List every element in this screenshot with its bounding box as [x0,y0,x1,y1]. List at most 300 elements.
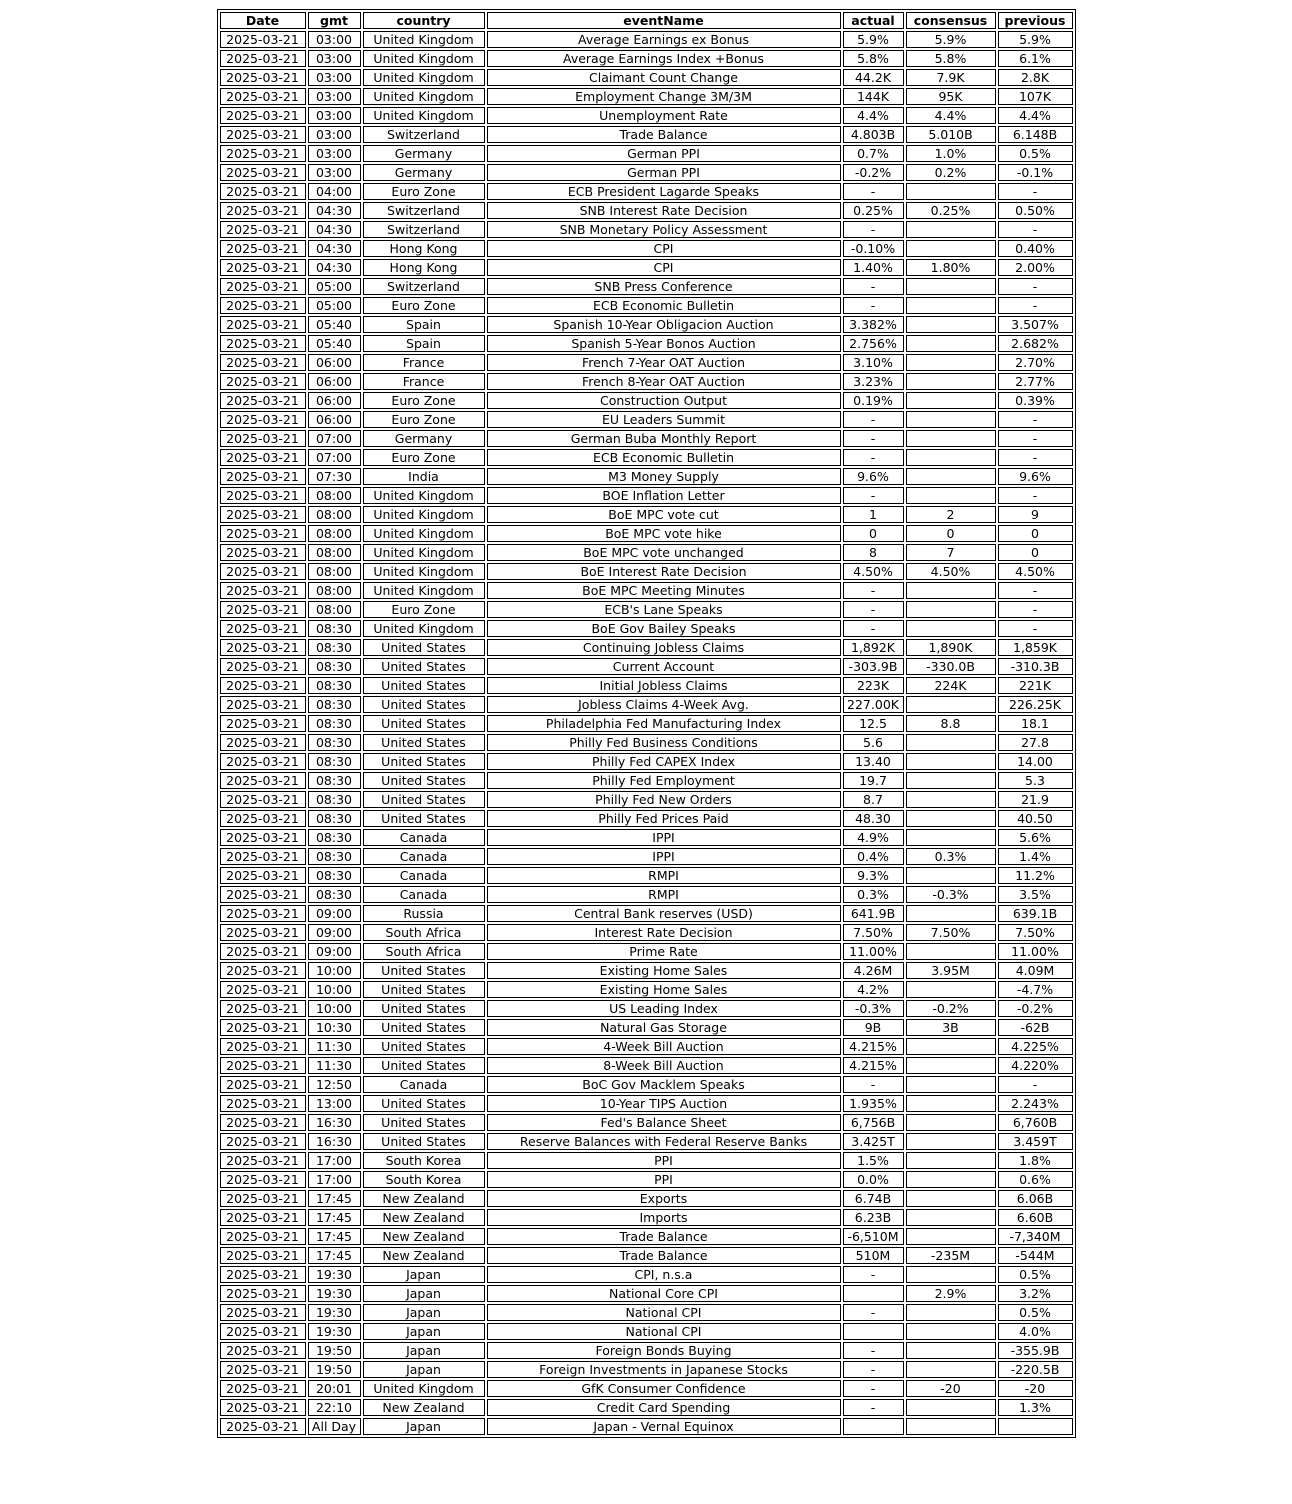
cell-gmt: 08:30 [308,848,361,865]
cell-gmt: 08:30 [308,734,361,751]
cell-gmt: 09:00 [308,943,361,960]
cell-country: France [363,373,485,390]
cell-event-name: RMPI [487,867,841,884]
cell-previous: 0 [998,544,1073,561]
cell-gmt: 04:30 [308,221,361,238]
cell-date: 2025-03-21 [220,582,306,599]
cell-date: 2025-03-21 [220,278,306,295]
cell-consensus [906,1057,996,1074]
cell-date: 2025-03-21 [220,240,306,257]
cell-actual: 7.50% [843,924,904,941]
cell-event-name: Exports [487,1190,841,1207]
cell-previous: - [998,430,1073,447]
cell-gmt: 17:00 [308,1171,361,1188]
table-row [220,373,1073,390]
cell-event-name: EU Leaders Summit [487,411,841,428]
cell-event-name: SNB Interest Rate Decision [487,202,841,219]
cell-gmt: 13:00 [308,1095,361,1112]
cell-date: 2025-03-21 [220,392,306,409]
cell-gmt: 17:45 [308,1190,361,1207]
cell-consensus [906,1038,996,1055]
cell-consensus [906,753,996,770]
table-row [220,601,1073,618]
cell-gmt: 07:00 [308,430,361,447]
cell-event-name: Average Earnings Index +Bonus [487,50,841,67]
cell-date: 2025-03-21 [220,563,306,580]
cell-gmt: 03:00 [308,164,361,181]
economic-calendar-table [217,9,1076,1438]
cell-gmt: 06:00 [308,354,361,371]
header-row [220,12,1073,29]
cell-country: United States [363,1019,485,1036]
cell-actual: - [843,221,904,238]
cell-actual [843,1285,904,1302]
cell-actual: - [843,582,904,599]
cell-consensus [906,867,996,884]
table-row [220,1228,1073,1245]
cell-country: United States [363,962,485,979]
cell-date: 2025-03-21 [220,848,306,865]
cell-previous: 9 [998,506,1073,523]
cell-date: 2025-03-21 [220,1380,306,1397]
cell-event-name: GfK Consumer Confidence [487,1380,841,1397]
cell-actual: - [843,1076,904,1093]
cell-event-name: BoC Gov Macklem Speaks [487,1076,841,1093]
cell-actual: 4.9% [843,829,904,846]
cell-date: 2025-03-21 [220,449,306,466]
cell-country: Germany [363,430,485,447]
cell-previous: 4.4% [998,107,1073,124]
cell-actual: -0.10% [843,240,904,257]
cell-consensus: 7 [906,544,996,561]
cell-consensus [906,1228,996,1245]
cell-country: Japan [363,1418,485,1435]
cell-gmt: 05:40 [308,316,361,333]
cell-date: 2025-03-21 [220,696,306,713]
cell-country: Hong Kong [363,259,485,276]
cell-gmt: 04:30 [308,202,361,219]
cell-date: 2025-03-21 [220,1152,306,1169]
cell-consensus: 0.2% [906,164,996,181]
cell-event-name: ECB Economic Bulletin [487,297,841,314]
table-row [220,183,1073,200]
cell-gmt: 11:30 [308,1057,361,1074]
cell-country: Canada [363,848,485,865]
cell-country: Euro Zone [363,449,485,466]
cell-previous: 2.8K [998,69,1073,86]
cell-actual: - [843,1304,904,1321]
cell-event-name: CPI [487,259,841,276]
cell-previous: 2.243% [998,1095,1073,1112]
cell-actual: 4.50% [843,563,904,580]
cell-gmt: 08:00 [308,601,361,618]
cell-gmt: 03:00 [308,145,361,162]
column-header-previous: previous [998,12,1073,29]
cell-country: Japan [363,1266,485,1283]
cell-date: 2025-03-21 [220,1000,306,1017]
cell-date: 2025-03-21 [220,658,306,675]
cell-actual: - [843,297,904,314]
cell-country: Euro Zone [363,392,485,409]
cell-actual: 3.23% [843,373,904,390]
column-header-country: country [363,12,485,29]
cell-consensus: 0 [906,525,996,542]
cell-country: United States [363,810,485,827]
cell-previous: 0.39% [998,392,1073,409]
cell-gmt: 07:00 [308,449,361,466]
cell-date: 2025-03-21 [220,164,306,181]
cell-event-name: German PPI [487,145,841,162]
cell-country: Germany [363,145,485,162]
cell-gmt: 08:30 [308,753,361,770]
cell-previous: 27.8 [998,734,1073,751]
cell-consensus [906,1266,996,1283]
cell-event-name: Central Bank reserves (USD) [487,905,841,922]
cell-country: United States [363,658,485,675]
cell-actual: 223K [843,677,904,694]
table-row [220,1095,1073,1112]
cell-country: United Kingdom [363,487,485,504]
cell-gmt: 20:01 [308,1380,361,1397]
cell-consensus: 7.9K [906,69,996,86]
cell-gmt: 17:45 [308,1247,361,1264]
cell-actual: 12.5 [843,715,904,732]
cell-event-name: PPI [487,1171,841,1188]
cell-actual [843,1418,904,1435]
cell-consensus [906,696,996,713]
cell-consensus [906,1133,996,1150]
cell-event-name: IPPI [487,829,841,846]
cell-gmt: 19:50 [308,1342,361,1359]
cell-actual: 8 [843,544,904,561]
cell-consensus: -20 [906,1380,996,1397]
cell-event-name: Foreign Bonds Buying [487,1342,841,1359]
cell-actual: 1 [843,506,904,523]
cell-gmt: 08:30 [308,772,361,789]
cell-consensus: 2 [906,506,996,523]
table-row [220,810,1073,827]
cell-consensus [906,981,996,998]
cell-country: United States [363,753,485,770]
cell-country: Russia [363,905,485,922]
cell-event-name: Prime Rate [487,943,841,960]
cell-gmt: 08:30 [308,867,361,884]
table-row [220,297,1073,314]
cell-event-name: Initial Jobless Claims [487,677,841,694]
cell-previous: 2.77% [998,373,1073,390]
table-row [220,1418,1073,1435]
cell-consensus [906,582,996,599]
cell-actual: - [843,430,904,447]
table-row [220,905,1073,922]
cell-consensus [906,810,996,827]
cell-consensus: 2.9% [906,1285,996,1302]
table-row [220,1057,1073,1074]
cell-gmt: 06:00 [308,411,361,428]
cell-consensus [906,373,996,390]
cell-date: 2025-03-21 [220,1304,306,1321]
cell-country: United States [363,772,485,789]
cell-actual: 4.215% [843,1038,904,1055]
table-row [220,677,1073,694]
cell-country: New Zealand [363,1228,485,1245]
cell-date: 2025-03-21 [220,1209,306,1226]
cell-consensus [906,1361,996,1378]
cell-gmt: 03:00 [308,88,361,105]
cell-gmt: 08:30 [308,677,361,694]
cell-event-name: Continuing Jobless Claims [487,639,841,656]
table-row [220,563,1073,580]
cell-date: 2025-03-21 [220,753,306,770]
cell-country: Euro Zone [363,297,485,314]
cell-country: New Zealand [363,1209,485,1226]
cell-previous: 6,760B [998,1114,1073,1131]
table-row [220,658,1073,675]
cell-consensus [906,1342,996,1359]
cell-event-name: Existing Home Sales [487,981,841,998]
cell-consensus [906,354,996,371]
cell-gmt: 03:00 [308,126,361,143]
cell-gmt: 08:00 [308,506,361,523]
table-row [220,1038,1073,1055]
cell-country: United Kingdom [363,544,485,561]
table-row [220,943,1073,960]
cell-date: 2025-03-21 [220,107,306,124]
cell-actual: 4.803B [843,126,904,143]
table-row [220,1076,1073,1093]
cell-actual: 0.0% [843,1171,904,1188]
cell-event-name: National CPI [487,1304,841,1321]
cell-previous: 4.225% [998,1038,1073,1055]
column-header-event-name: eventName [487,12,841,29]
cell-date: 2025-03-21 [220,1057,306,1074]
table-row [220,468,1073,485]
cell-event-name: Philly Fed Employment [487,772,841,789]
cell-gmt: 11:30 [308,1038,361,1055]
cell-actual: 2.756% [843,335,904,352]
cell-gmt: 10:30 [308,1019,361,1036]
cell-date: 2025-03-21 [220,1361,306,1378]
cell-event-name: RMPI [487,886,841,903]
cell-previous: 0.6% [998,1171,1073,1188]
cell-event-name: Credit Card Spending [487,1399,841,1416]
cell-country: Switzerland [363,202,485,219]
cell-date: 2025-03-21 [220,1076,306,1093]
cell-event-name: CPI [487,240,841,257]
cell-event-name: Spanish 10-Year Obligacion Auction [487,316,841,333]
table-row [220,1266,1073,1283]
cell-consensus [906,1399,996,1416]
cell-consensus [906,1323,996,1340]
cell-country: Spain [363,335,485,352]
cell-previous: 0.50% [998,202,1073,219]
cell-event-name: Trade Balance [487,1247,841,1264]
table-row [220,620,1073,637]
cell-date: 2025-03-21 [220,183,306,200]
cell-gmt: 08:30 [308,886,361,903]
cell-consensus [906,905,996,922]
cell-previous: -355.9B [998,1342,1073,1359]
cell-country: United States [363,734,485,751]
table-row [220,1152,1073,1169]
cell-date: 2025-03-21 [220,677,306,694]
table-row [220,962,1073,979]
cell-country: New Zealand [363,1190,485,1207]
cell-event-name: US Leading Index [487,1000,841,1017]
table-row [220,1209,1073,1226]
cell-country: Japan [363,1323,485,1340]
cell-country: United Kingdom [363,88,485,105]
cell-event-name: ECB Economic Bulletin [487,449,841,466]
cell-consensus [906,487,996,504]
cell-date: 2025-03-21 [220,1190,306,1207]
cell-previous: 5.6% [998,829,1073,846]
cell-actual: 4.2% [843,981,904,998]
cell-previous: 4.220% [998,1057,1073,1074]
cell-date: 2025-03-21 [220,1266,306,1283]
cell-previous: 18.1 [998,715,1073,732]
table-row [220,525,1073,542]
cell-previous: 3.459T [998,1133,1073,1150]
cell-previous: - [998,449,1073,466]
cell-date: 2025-03-21 [220,829,306,846]
cell-consensus [906,1171,996,1188]
cell-event-name: Average Earnings ex Bonus [487,31,841,48]
cell-event-name: Construction Output [487,392,841,409]
cell-previous: 6.06B [998,1190,1073,1207]
cell-actual: 0.3% [843,886,904,903]
cell-previous: 0.5% [998,1304,1073,1321]
cell-gmt: 06:00 [308,392,361,409]
table-row [220,88,1073,105]
cell-date: 2025-03-21 [220,791,306,808]
cell-date: 2025-03-21 [220,316,306,333]
cell-previous: -544M [998,1247,1073,1264]
cell-actual: 6.23B [843,1209,904,1226]
cell-date: 2025-03-21 [220,943,306,960]
cell-consensus [906,449,996,466]
cell-date: 2025-03-21 [220,126,306,143]
cell-consensus: 5.8% [906,50,996,67]
table-row [220,639,1073,656]
cell-gmt: 04:30 [308,240,361,257]
cell-actual: - [843,449,904,466]
cell-date: 2025-03-21 [220,867,306,884]
cell-date: 2025-03-21 [220,202,306,219]
cell-date: 2025-03-21 [220,1399,306,1416]
cell-gmt: 08:30 [308,639,361,656]
cell-event-name: BoE MPC vote unchanged [487,544,841,561]
cell-actual: 1.40% [843,259,904,276]
cell-previous: 2.00% [998,259,1073,276]
cell-actual: - [843,1266,904,1283]
cell-event-name: BoE Gov Bailey Speaks [487,620,841,637]
table-row [220,354,1073,371]
cell-country: United States [363,696,485,713]
cell-gmt: 22:10 [308,1399,361,1416]
cell-consensus: 95K [906,88,996,105]
cell-actual: -0.2% [843,164,904,181]
cell-country: Japan [363,1285,485,1302]
cell-gmt: 10:00 [308,962,361,979]
cell-date: 2025-03-21 [220,981,306,998]
cell-event-name: Foreign Investments in Japanese Stocks [487,1361,841,1378]
table-row [220,1323,1073,1340]
cell-event-name: German Buba Monthly Report [487,430,841,447]
cell-consensus [906,1418,996,1435]
cell-gmt: 08:30 [308,829,361,846]
cell-consensus [906,620,996,637]
table-row [220,126,1073,143]
cell-previous: -310.3B [998,658,1073,675]
cell-previous: 6.148B [998,126,1073,143]
cell-event-name: Reserve Balances with Federal Reserve Banks [487,1133,841,1150]
cell-actual: 5.6 [843,734,904,751]
cell-actual: - [843,411,904,428]
cell-event-name: Philly Fed CAPEX Index [487,753,841,770]
cell-previous: - [998,582,1073,599]
cell-event-name: BoE MPC Meeting Minutes [487,582,841,599]
cell-consensus: 5.010B [906,126,996,143]
cell-date: 2025-03-21 [220,1171,306,1188]
cell-previous: - [998,487,1073,504]
cell-country: Euro Zone [363,601,485,618]
cell-actual: - [843,1399,904,1416]
cell-date: 2025-03-21 [220,525,306,542]
table-row [220,506,1073,523]
cell-gmt: 05:00 [308,278,361,295]
cell-event-name: Trade Balance [487,1228,841,1245]
cell-actual: 5.9% [843,31,904,48]
cell-date: 2025-03-21 [220,886,306,903]
cell-consensus [906,1190,996,1207]
cell-actual: 11.00% [843,943,904,960]
table-row [220,772,1073,789]
cell-country: United Kingdom [363,620,485,637]
table-row [220,316,1073,333]
table-row [220,1019,1073,1036]
cell-gmt: 19:50 [308,1361,361,1378]
cell-gmt: 05:40 [308,335,361,352]
cell-event-name: Current Account [487,658,841,675]
cell-actual: 227.00K [843,696,904,713]
cell-actual: - [843,278,904,295]
cell-consensus: 8.8 [906,715,996,732]
cell-consensus [906,392,996,409]
table-row [220,544,1073,561]
cell-date: 2025-03-21 [220,335,306,352]
table-row [220,487,1073,504]
cell-country: Switzerland [363,126,485,143]
cell-gmt: 17:00 [308,1152,361,1169]
cell-date: 2025-03-21 [220,145,306,162]
cell-actual: 0.7% [843,145,904,162]
table-row [220,335,1073,352]
cell-gmt: 03:00 [308,31,361,48]
cell-date: 2025-03-21 [220,1228,306,1245]
cell-event-name: BoE Interest Rate Decision [487,563,841,580]
cell-gmt: 19:30 [308,1323,361,1340]
cell-previous: - [998,601,1073,618]
cell-previous: 0.5% [998,145,1073,162]
cell-country: Canada [363,886,485,903]
cell-gmt: 08:30 [308,658,361,675]
cell-consensus [906,183,996,200]
cell-gmt: 05:00 [308,297,361,314]
cell-consensus: 3B [906,1019,996,1036]
cell-date: 2025-03-21 [220,430,306,447]
cell-date: 2025-03-21 [220,544,306,561]
